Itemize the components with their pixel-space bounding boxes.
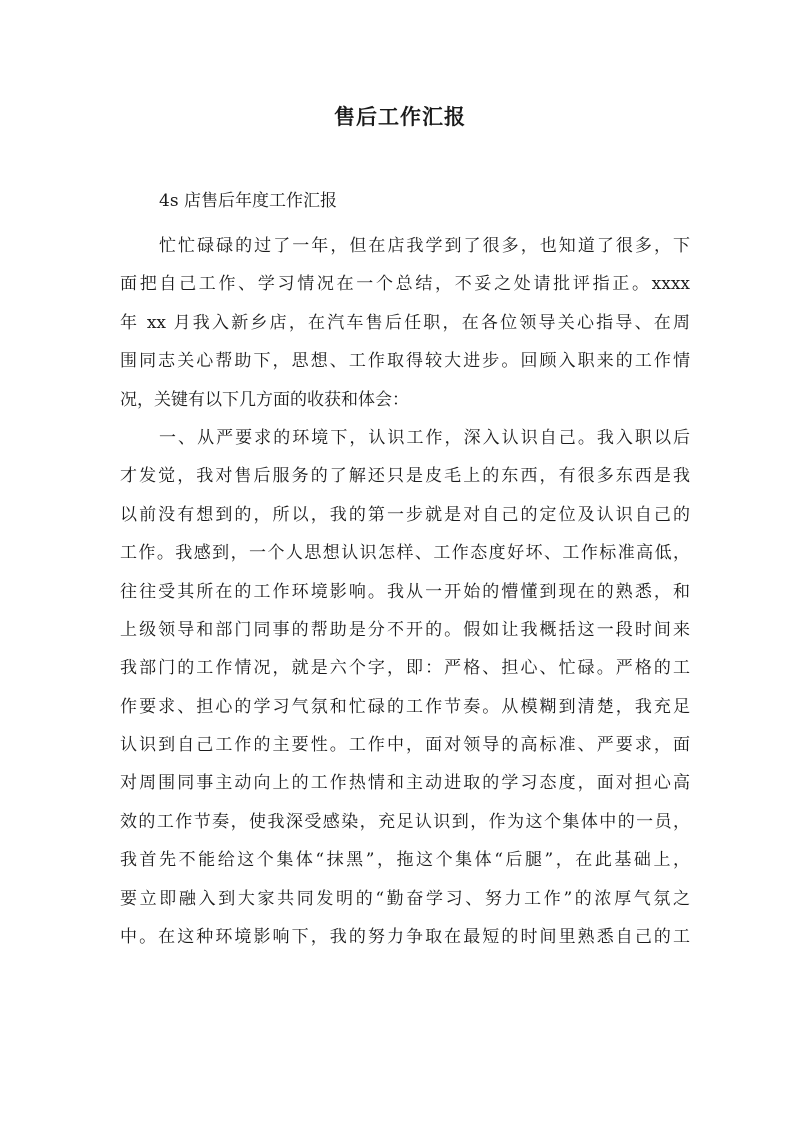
document-subtitle: 4s 店售后年度工作汇报 [159,191,337,211]
body-line: 以前没有想到的，所以，我的第一步就是对自己的定位及认识自己的 [120,504,690,525]
body-line: 效的工作节奏，使我深受感染，充足认识到，作为这个集体中的一员， [120,811,690,832]
body-line: 况，关键有以下几方面的收获和体会： [120,389,409,410]
body-line: 认识到自己工作的主要性。工作中，面对领导的高标准、严要求，面 [120,735,690,756]
body-line: 往往受其所在的工作环境影响。我从一开始的懵懂到现在的熟悉，和 [120,581,690,602]
body-line: 工作。我感到，一个人思想认识怎样、工作态度好坏、工作标准高低， [120,543,690,564]
body-line: 我首先不能给这个集体“抹黑”，拖这个集体“后腿”，在此基础上， [120,850,690,871]
body-line: 我部门的工作情况，就是六个字，即：严格、担心、忙碌。严格的工 [120,658,690,679]
body-line: 要立即融入到大家共同发明的“勤奋学习、努力工作”的浓厚气氛之 [120,888,690,909]
body-line: 上级领导和部门同事的帮助是分不开的。假如让我概括这一段时间来 [120,619,690,640]
body-line: 年 xx 月我入新乡店，在汽车售后任职，在各位领导关心指导、在周 [120,312,690,333]
document-body [120,227,690,956]
body-line: 面把自己工作、学习情况在一个总结，不妥之处请批评指正。xxxx [120,274,690,295]
body-line: 中。在这种环境影响下，我的努力争取在最短的时间里熟悉自己的工 [120,927,690,948]
body-line: 对周围同事主动向上的工作热情和主动进取的学习态度，面对担心高 [120,773,690,794]
body-line: 作要求、担心的学习气氛和忙碌的工作节奏。从模糊到清楚，我充足 [120,696,690,717]
body-line: 一、从严要求的环境下，认识工作，深入认识自己。我入职以后 [159,427,690,448]
document-title: 售后工作汇报 [334,104,466,129]
body-line: 忙忙碌碌的过了一年，但在店我学到了很多，也知道了很多，下 [159,236,690,256]
body-line: 才发觉，我对售后服务的了解还只是皮毛上的东西，有很多东西是我 [120,466,690,487]
body-line: 围同志关心帮助下，思想、工作取得较大进步。回顾入职来的工作情 [120,351,690,372]
